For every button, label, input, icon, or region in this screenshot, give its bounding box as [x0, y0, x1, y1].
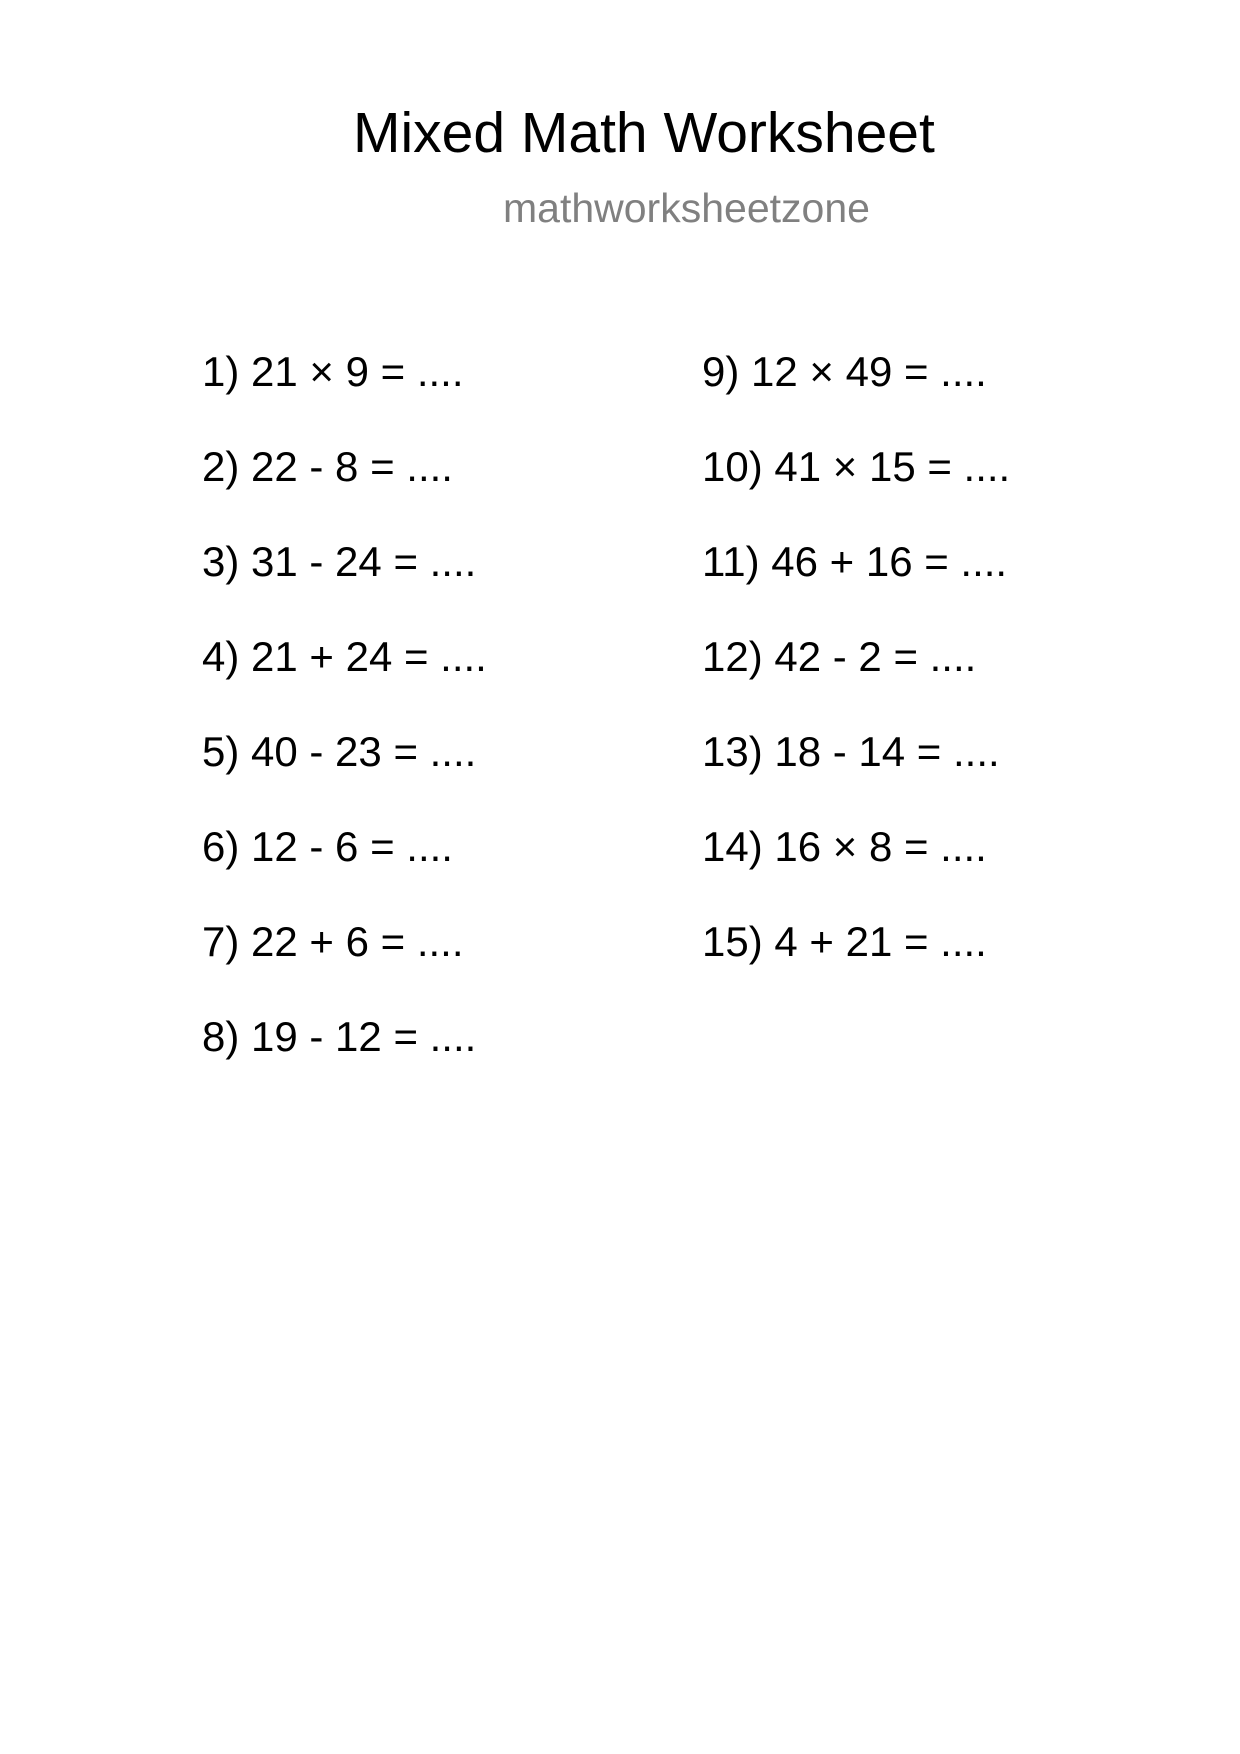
- problem-1: 1) 21 × 9 = ....: [202, 348, 464, 395]
- problem-14: 14) 16 × 8 = ....: [702, 823, 987, 870]
- problem-10: 10) 41 × 15 = ....: [702, 443, 1011, 490]
- page-title: Mixed Math Worksheet: [353, 101, 935, 165]
- page-subtitle: mathworksheetzone: [503, 185, 870, 231]
- problem-6: 6) 12 - 6 = ....: [202, 823, 453, 870]
- problem-3: 3) 31 - 24 = ....: [202, 538, 477, 585]
- problem-11: 11) 46 + 16 = ....: [702, 538, 1008, 585]
- problem-15: 15) 4 + 21 = ....: [702, 918, 987, 965]
- problem-8: 8) 19 - 12 = ....: [202, 1013, 477, 1060]
- problem-4: 4) 21 + 24 = ....: [202, 633, 487, 680]
- problem-7: 7) 22 + 6 = ....: [202, 918, 464, 965]
- problem-9: 9) 12 × 49 = ....: [702, 348, 987, 395]
- problem-12: 12) 42 - 2 = ....: [702, 633, 977, 680]
- problem-2: 2) 22 - 8 = ....: [202, 443, 453, 490]
- problem-5: 5) 40 - 23 = ....: [202, 728, 477, 775]
- problem-13: 13) 18 - 14 = ....: [702, 728, 1000, 775]
